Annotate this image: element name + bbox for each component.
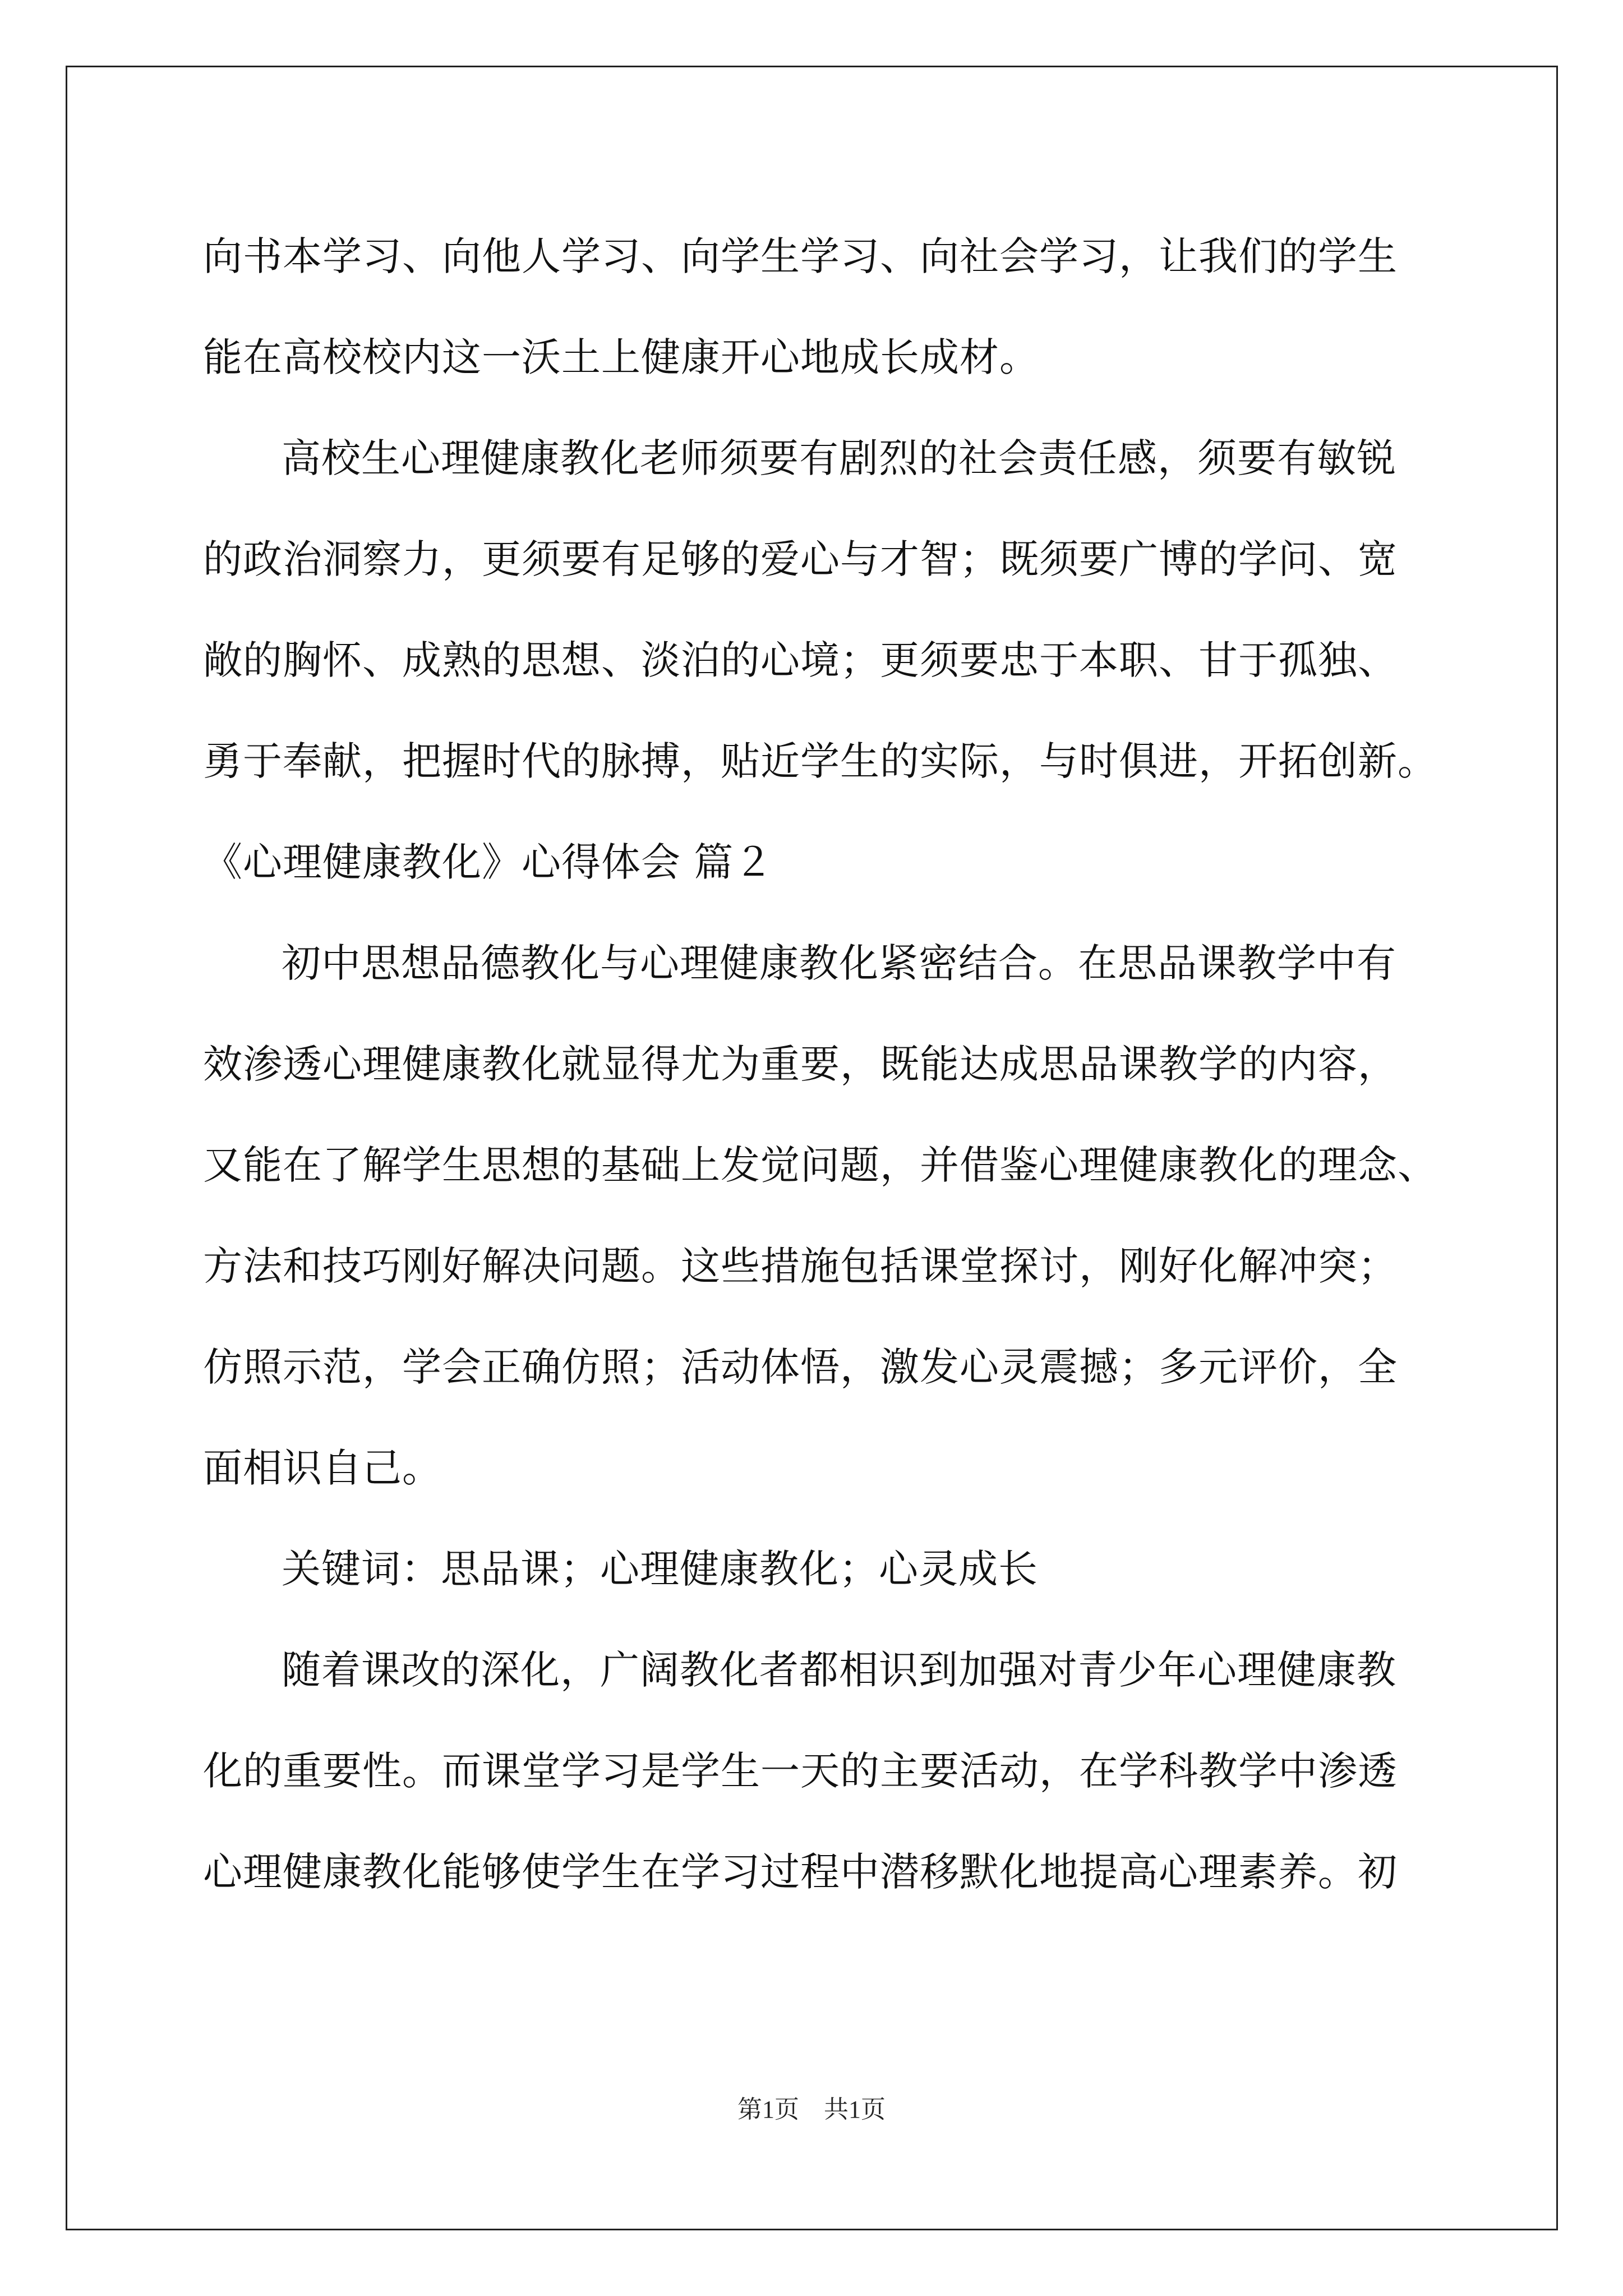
paragraph-start-line-15: 随着课改的深化，广阔教化者都相识到加强对青少年心理健康教	[282, 1647, 1396, 1693]
text-line-10: 又能在了解学生思想的基础上发觉问题，并借鉴心理健康教化的理念、	[203, 1142, 1437, 1188]
text-line-6: 勇于奉献，把握时代的脉搏，贴近学生的实际，与时俱进，开拓创新。	[203, 738, 1437, 784]
text-line-16: 化的重要性。而课堂学习是学生一天的主要活动，在学科教学中渗透	[203, 1748, 1398, 1794]
text-line-5: 敞的胸怀、成熟的思想、淡泊的心境；更须要忠于本职、甘于孤独、	[203, 637, 1398, 683]
text-line-4: 的政治洞察力，更须要有足够的爱心与才智；既须要广博的学问、宽	[203, 536, 1398, 582]
text-line-2: 能在高校校内这一沃土上健康开心地成长成材。	[203, 334, 1039, 380]
page-footer: 第1页 共1页	[737, 2096, 886, 2123]
section-heading: 《心理健康教化》心得体会 篇２	[203, 839, 774, 885]
text-line-1: 向书本学习、向他人学习、向学生学习、向社会学习，让我们的学生	[203, 233, 1398, 279]
text-line-11: 方法和技巧刚好解决问题。这些措施包括课堂探讨，刚好化解冲突；	[203, 1243, 1398, 1289]
text-line-9: 效渗透心理健康教化就显得尤为重要，既能达成思品课教学的内容，	[203, 1041, 1398, 1087]
paragraph-start-line-8: 初中思想品德教化与心理健康教化紧密结合。在思品课教学中有	[282, 940, 1396, 986]
paragraph-start-line-3: 高校生心理健康教化老师须要有剧烈的社会责任感，须要有敏锐	[282, 435, 1396, 481]
keywords-line: 关键词：思品课；心理健康教化；心灵成长	[282, 1546, 1038, 1592]
text-line-17: 心理健康教化能够使学生在学习过程中潜移默化地提高心理素养。初	[203, 1849, 1398, 1895]
text-line-12: 仿照示范，学会正确仿照；活动体悟，激发心灵震撼；多元评价，全	[203, 1344, 1398, 1390]
text-line-13: 面相识自己。	[203, 1445, 442, 1491]
